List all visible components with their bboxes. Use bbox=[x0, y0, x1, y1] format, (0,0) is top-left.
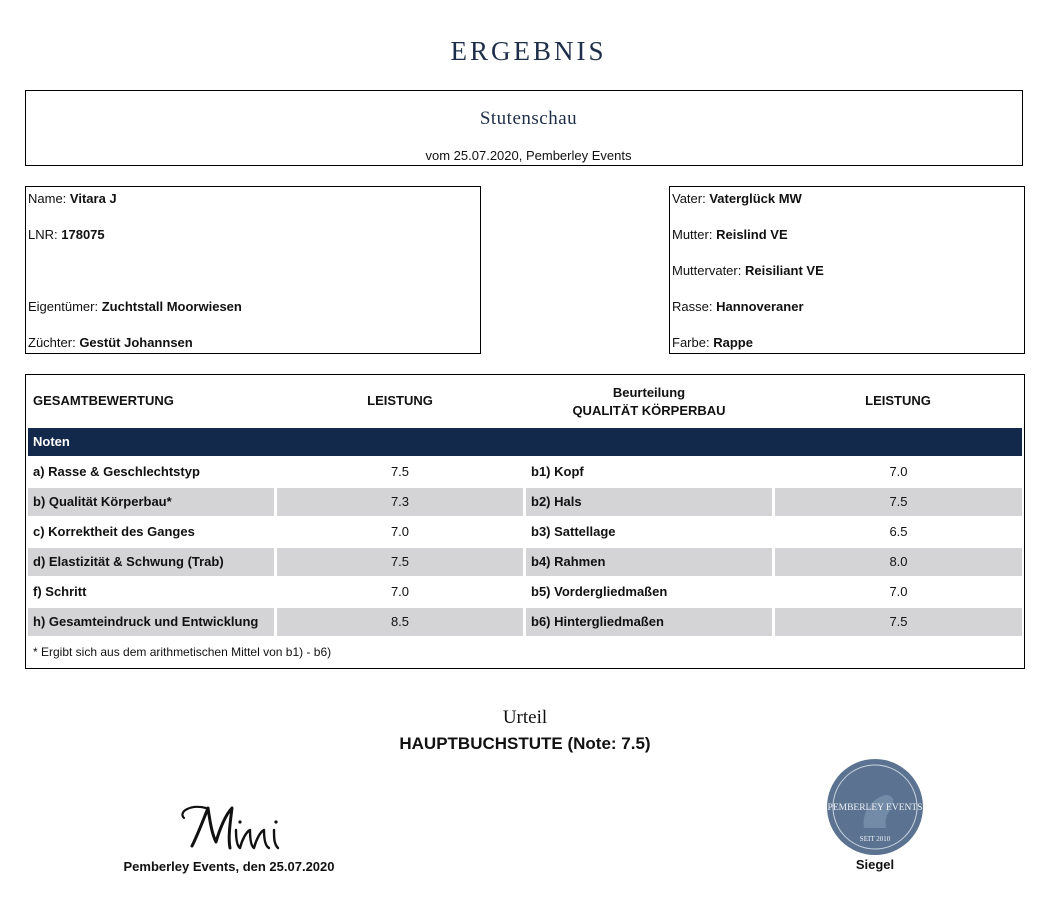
conformation-label: b1) Kopf bbox=[531, 464, 584, 479]
horse-info-box bbox=[25, 186, 481, 354]
conformation-label: b6) Hintergliedmaßen bbox=[526, 608, 772, 636]
criterion-label: a) Rasse & Geschlechtstyp bbox=[33, 464, 200, 479]
sire: Vaterglück MW bbox=[709, 191, 802, 206]
event-date: vom 25.07.2020, Pemberley Events bbox=[425, 148, 632, 163]
header-performance-right: LEISTUNG bbox=[865, 393, 931, 408]
seal-caption: Siegel bbox=[855, 857, 895, 872]
pedigree-info-box bbox=[669, 186, 1025, 354]
svg-text:SEIT 2010: SEIT 2010 bbox=[859, 835, 891, 843]
conformation-score: 7.0 bbox=[889, 584, 908, 599]
criterion-score: 7.5 bbox=[390, 464, 410, 479]
horse-breeder: Gestüt Johannsen bbox=[79, 335, 193, 350]
conformation-score: 7.0 bbox=[889, 464, 908, 479]
footnote: * Ergibt sich aus dem arithmetischen Mittel von b1) - b6) bbox=[33, 645, 332, 659]
horse-lnr-label: LNR: bbox=[28, 227, 58, 242]
verdict-label: Urteil bbox=[502, 707, 548, 728]
damsire: Reisiliant VE bbox=[744, 263, 824, 278]
criterion-score: 7.5 bbox=[277, 548, 523, 576]
header-performance-left: LEISTUNG bbox=[367, 393, 433, 408]
criterion-score: 7.0 bbox=[390, 584, 410, 599]
color-label: Farbe: bbox=[672, 335, 710, 350]
conformation-score: 6.5 bbox=[889, 524, 908, 539]
dam-row bbox=[672, 227, 788, 242]
event-name: Stutenschau bbox=[479, 108, 578, 129]
horse-color: Rappe bbox=[713, 335, 753, 350]
score-table bbox=[25, 374, 1025, 669]
criterion-label: c) Korrektheit des Ganges bbox=[33, 524, 195, 539]
horse-owner-label: Eigentümer: bbox=[28, 299, 99, 314]
conformation-score: 7.5 bbox=[775, 488, 1022, 516]
horse-name: Vitara J bbox=[69, 191, 117, 206]
damsire-label: Muttervater: bbox=[672, 263, 742, 278]
conformation-label: b3) Sattellage bbox=[531, 524, 616, 539]
sire-label: Vater: bbox=[672, 191, 706, 206]
criterion-score: 8.5 bbox=[277, 608, 523, 636]
horse-name-row bbox=[28, 191, 117, 206]
svg-text:PEMBERLEY EVENTS: PEMBERLEY EVENTS bbox=[827, 803, 923, 813]
seal-image bbox=[826, 758, 924, 856]
section-header-noten: Noten bbox=[28, 428, 1022, 456]
criterion-label: f) Schritt bbox=[33, 584, 87, 599]
table-row bbox=[28, 488, 1022, 516]
header-assessment-line2: QUALITÄT KÖRPERBAU bbox=[572, 403, 726, 418]
table-row bbox=[28, 518, 1022, 546]
breed-label: Rasse: bbox=[672, 299, 713, 314]
header-overall: GESAMTBEWERTUNG bbox=[33, 393, 174, 408]
criterion-label: b) Qualität Körperbau* bbox=[28, 488, 274, 516]
horse-lnr: 178075 bbox=[61, 227, 105, 242]
damsire-row bbox=[672, 263, 824, 278]
horse-name-label: Name: bbox=[28, 191, 67, 206]
table-row bbox=[28, 458, 1022, 486]
verdict-text: HAUPTBUCHSTUTE (Note: 7.5) bbox=[399, 734, 651, 753]
conformation-score: 8.0 bbox=[775, 548, 1022, 576]
criterion-score: 7.0 bbox=[390, 524, 410, 539]
conformation-score: 7.5 bbox=[775, 608, 1022, 636]
signature-caption: Pemberley Events, den 25.07.2020 bbox=[123, 859, 335, 874]
conformation-label: b2) Hals bbox=[526, 488, 772, 516]
criterion-label: h) Gesamteindruck und Entwicklung bbox=[28, 608, 274, 636]
criterion-label: d) Elastizität & Schwung (Trab) bbox=[28, 548, 274, 576]
horse-breeder-row bbox=[28, 335, 193, 350]
horse-lnr-row bbox=[28, 227, 105, 242]
page-title: ERGEBNIS bbox=[450, 36, 607, 66]
signature-image bbox=[170, 796, 290, 860]
sire-row bbox=[672, 191, 802, 206]
criterion-score: 7.3 bbox=[277, 488, 523, 516]
horse-owner: Zuchtstall Moorwiesen bbox=[101, 299, 242, 314]
horse-owner-row bbox=[28, 299, 242, 314]
color-row bbox=[672, 335, 753, 350]
conformation-label: b5) Vordergliedmaßen bbox=[531, 584, 668, 599]
breed: Hannoveraner bbox=[716, 299, 804, 314]
table-row bbox=[28, 608, 1022, 636]
breed-row bbox=[672, 299, 804, 314]
horse-breeder-label: Züchter: bbox=[28, 335, 76, 350]
header-assessment-line1: Beurteilung bbox=[612, 385, 686, 400]
conformation-label: b4) Rahmen bbox=[526, 548, 772, 576]
dam: Reislind VE bbox=[716, 227, 788, 242]
dam-label: Mutter: bbox=[672, 227, 713, 242]
table-row bbox=[28, 578, 1022, 606]
table-row bbox=[28, 548, 1022, 576]
